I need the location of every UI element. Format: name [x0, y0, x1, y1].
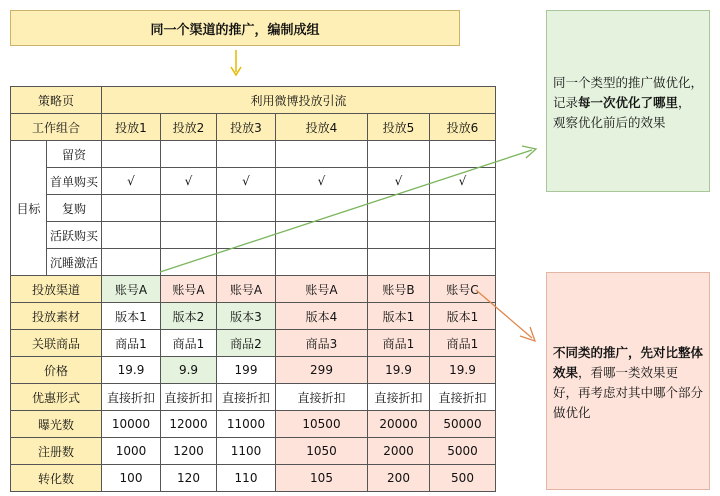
table-cell: 版本3 — [217, 303, 276, 330]
note-green-text-2: ，观察优化前后的效果 — [553, 95, 691, 130]
table-cell: 2000 — [368, 438, 430, 465]
table-cell: 版本1 — [430, 303, 496, 330]
goal-mark: √ — [276, 168, 368, 195]
row-label: 关联商品 — [11, 330, 102, 357]
table-cell: 版本2 — [161, 303, 217, 330]
table-cell: 1000 — [102, 438, 161, 465]
table-cell: 账号B — [368, 276, 430, 303]
column-header: 投放1 — [102, 114, 161, 141]
table-cell: 直接折扣 — [161, 384, 217, 411]
table-cell: 20000 — [368, 411, 430, 438]
group-label: 工作组合 — [11, 114, 102, 141]
column-header: 投放4 — [276, 114, 368, 141]
table-cell: 直接折扣 — [102, 384, 161, 411]
table-cell: 账号C — [430, 276, 496, 303]
row-label: 价格 — [11, 357, 102, 384]
table-cell: 商品3 — [276, 330, 368, 357]
table-cell: 账号A — [161, 276, 217, 303]
goal-name: 沉睡激活 — [47, 249, 102, 276]
table-cell: 12000 — [161, 411, 217, 438]
table-cell: 199 — [217, 357, 276, 384]
table-cell: 商品2 — [217, 330, 276, 357]
goal-label: 目标 — [11, 141, 47, 276]
row-label: 注册数 — [11, 438, 102, 465]
table-cell: 50000 — [430, 411, 496, 438]
goal-name: 活跃购买 — [47, 222, 102, 249]
column-header: 投放5 — [368, 114, 430, 141]
table-cell: 商品1 — [161, 330, 217, 357]
goal-mark: √ — [102, 168, 161, 195]
table-cell: 账号A — [276, 276, 368, 303]
table-cell: 10500 — [276, 411, 368, 438]
table-cell: 账号A — [217, 276, 276, 303]
table-cell: 1050 — [276, 438, 368, 465]
table-cell: 版本4 — [276, 303, 368, 330]
table-cell: 商品1 — [430, 330, 496, 357]
table-cell: 直接折扣 — [430, 384, 496, 411]
row-label: 曝光数 — [11, 411, 102, 438]
table-cell: 500 — [430, 465, 496, 492]
column-header: 投放6 — [430, 114, 496, 141]
goal-mark: √ — [368, 168, 430, 195]
note-red-text: ，看哪一类效果更好，再考虑对其中哪个部分做优化 — [553, 365, 704, 420]
green-arrow-line — [160, 150, 532, 272]
note-green-text-1: 同一个类型的推广做优化，记录 — [553, 75, 704, 110]
table-cell: 版本1 — [102, 303, 161, 330]
table-cell: 19.9 — [368, 357, 430, 384]
table-cell: 9.9 — [161, 357, 217, 384]
goal-mark: √ — [161, 168, 217, 195]
table-cell: 直接折扣 — [276, 384, 368, 411]
table-cell: 105 — [276, 465, 368, 492]
table-cell: 账号A — [102, 276, 161, 303]
row-label: 转化数 — [11, 465, 102, 492]
table-cell: 299 — [276, 357, 368, 384]
table-cell: 11000 — [217, 411, 276, 438]
title-text: 同一个渠道的推广，编制成组 — [150, 22, 320, 38]
table-cell: 10000 — [102, 411, 161, 438]
red-arrow-line — [476, 290, 532, 338]
table-cell: 5000 — [430, 438, 496, 465]
table-cell: 商品1 — [368, 330, 430, 357]
table-cell: 200 — [368, 465, 430, 492]
goal-mark: √ — [430, 168, 496, 195]
row-label: 投放渠道 — [11, 276, 102, 303]
table-cell: 110 — [217, 465, 276, 492]
goal-name: 留资 — [47, 141, 102, 168]
table-cell: 100 — [102, 465, 161, 492]
goal-name: 首单购买 — [47, 168, 102, 195]
table-cell: 120 — [161, 465, 217, 492]
table-cell: 1200 — [161, 438, 217, 465]
table-cell: 19.9 — [102, 357, 161, 384]
table-cell: 版本1 — [368, 303, 430, 330]
table-cell: 19.9 — [430, 357, 496, 384]
strategy-value: 利用微博投放引流 — [102, 87, 496, 114]
column-header: 投放3 — [217, 114, 276, 141]
row-label: 优惠形式 — [11, 384, 102, 411]
table-cell: 直接折扣 — [368, 384, 430, 411]
strategy-label: 策略页 — [11, 87, 102, 114]
note-red-bold: 不同类的推广，先对比整体效果 — [553, 345, 704, 380]
goal-mark: √ — [217, 168, 276, 195]
table-cell: 1100 — [217, 438, 276, 465]
row-label: 投放素材 — [11, 303, 102, 330]
table-cell: 直接折扣 — [217, 384, 276, 411]
table-cell: 商品1 — [102, 330, 161, 357]
note-green-bold: 每一次优化了哪里 — [578, 95, 679, 110]
column-header: 投放2 — [161, 114, 217, 141]
goal-name: 复购 — [47, 195, 102, 222]
